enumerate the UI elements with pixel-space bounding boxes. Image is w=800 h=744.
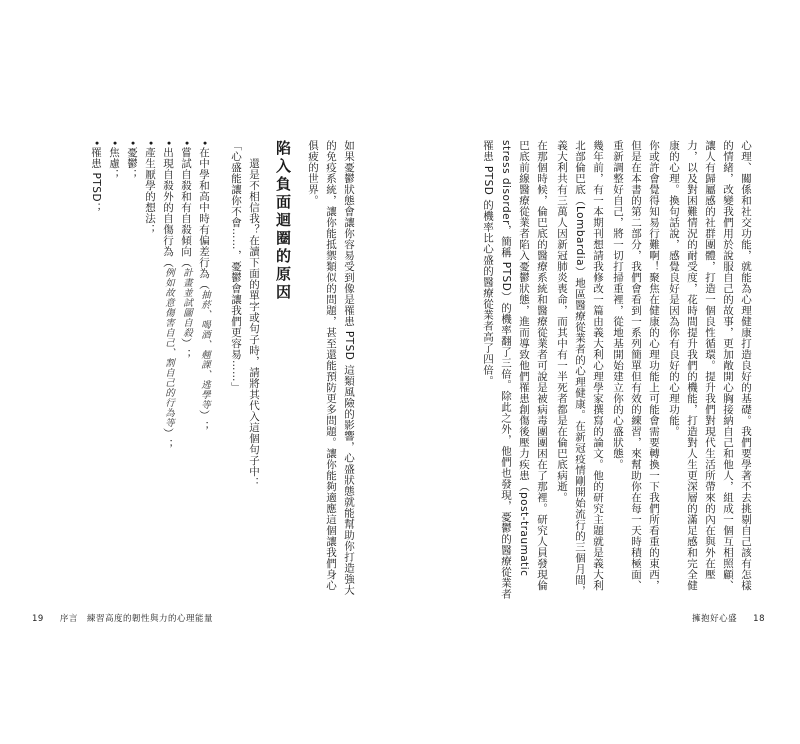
right-footer xyxy=(692,612,765,624)
paragraph: 你或許會覺得知易行難啊！聚焦在健康的心理功能上可能會需要轉換一下我們所看重的東西，但是在本書的第二部分，我們會看到一系列簡單但有效的練習，來幫助你在每一天時積極面、重新調整好自己，將一切打掃重裡，從地基開始建立你的心盛狀態。 xyxy=(612,140,660,591)
right-page xyxy=(400,0,800,744)
list-item: •出現自殺外的自傷行為（例如故意傷害自己、割自己的行為等）； xyxy=(162,140,174,450)
list-item: •在中學和高中時有偏差行為（抽菸、喝酒、翹課、逃學等）； xyxy=(198,140,210,432)
page-number: 19 xyxy=(32,614,44,624)
list-item: •憂鬱； xyxy=(126,140,138,180)
paragraph: 心理、關係和社交功能，就能為心理健康打造良好的基礎。我們要學著不去挑剔自己該有怎樣的情緒，改變我們用於說服自己的故事，更加敞開心胸接納自己和他人，組成一個互相照顧、讓人有歸屬感的社群團體，打造一個良性循環。提升我們對現代生活所帶來的內在與外在壓力，以及對困難情況的耐受度，花時間提升我們的機能，打造對人生更深層的滿足感和完全健康的心理。換句話說，感覺良好是因為你有良好的心理功能。 xyxy=(668,140,752,591)
footer-title: 練習高度的韌性與力的心理能量 xyxy=(87,614,214,624)
page-number: 18 xyxy=(753,614,765,624)
left-footer xyxy=(32,612,213,624)
prompt-text: 還是不相信我？在讀下面的單字或句子時，請將其代入這個句子中： xyxy=(248,158,260,488)
bullet-list xyxy=(87,140,213,600)
list-item: •嘗試自殺和有自殺傾向（計畫並試圖自殺）； xyxy=(180,140,192,360)
left-page-body xyxy=(38,140,358,600)
list-item: •產生厭學的想法； xyxy=(144,140,156,235)
intro-paragraph: 如果憂鬱狀態會讓你容易受到像是罹患 PTSD 這類風險的影響，心盛狀態就能幫助你打造強大的免疫系統，讓你能抵禦類似的問題，甚至還能預防更多問題。讓你能夠適應這個讓我們身心俱疲的世界。 xyxy=(307,140,355,596)
footer-title: 擁抱好心盛 xyxy=(692,614,738,624)
section-heading: 陷入負面迴圈的原因 xyxy=(274,140,292,302)
paragraph: 在那個時候，倫巴底的醫療系統和醫療從業者可說是被病毒團團困在了那裡。研究人員發現倫巴底前線醫療從業者陷入憂鬱狀態，進而導致他們罹患創傷後壓力疾患（post-traumatic stress disorder，簡稱 PTSD）的機率翻了三倍。除此之外，他們也發現，憂鬱的醫療從業者罹患 PTSD 的機率比心盛的醫療從業者高了四倍。 xyxy=(482,140,548,600)
prompt-quote: 「心盛能讓你不會……，憂鬱會讓我們更容易……」 xyxy=(230,140,242,393)
paragraph: 幾年前，有一本期刊想請我修改一篇由義大利心理學家撰寫的論文。他的研究主題就是義大利北部倫巴底（Lombardia）地區醫療從業者的心理健康。在新冠疫情剛開始流行的三個月間，義大利共有三萬人因新冠肺炎喪命，而其中有一半死者都是在倫巴底病逝。 xyxy=(556,140,604,597)
footer-section: 序言 xyxy=(59,614,78,624)
list-item: •罹患 PTSD； xyxy=(90,140,102,214)
right-page-body xyxy=(473,140,755,600)
list-item: •焦慮； xyxy=(108,140,120,180)
